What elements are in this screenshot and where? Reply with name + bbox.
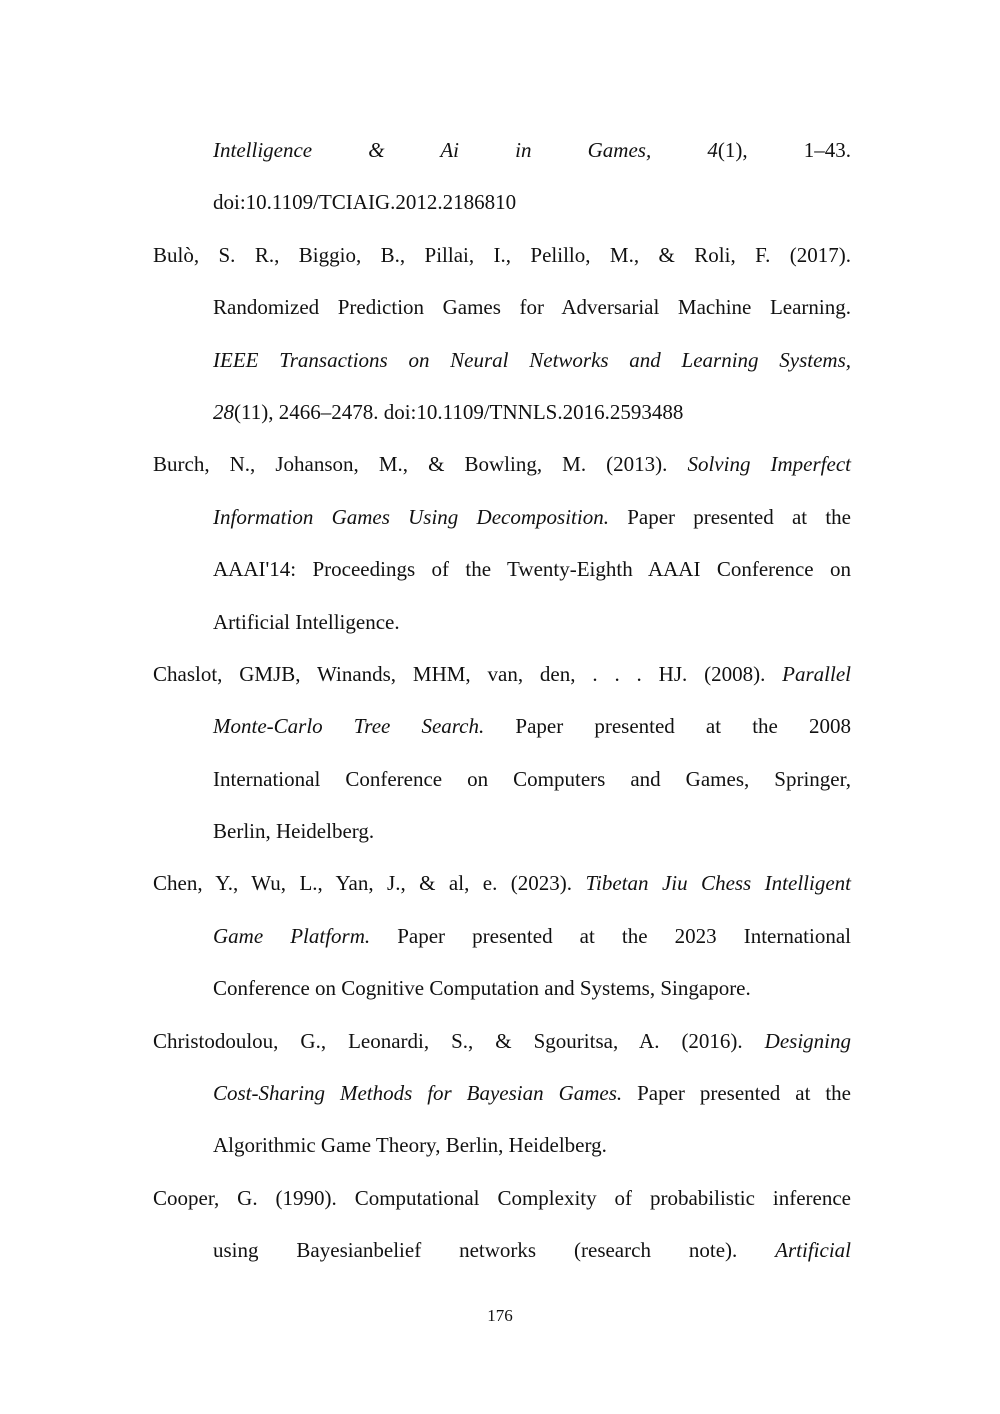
- reference-line: [153, 700, 851, 752]
- reference-line: [153, 805, 851, 857]
- reference-line: [153, 491, 851, 543]
- reference-line: [153, 176, 851, 228]
- reference-line: [153, 857, 851, 909]
- italic-text: Monte-Carlo Tree Search.: [213, 714, 485, 739]
- reference-line: [153, 1067, 851, 1119]
- text: doi:10.1109/TCIAIG.2012.2186810: [213, 190, 517, 215]
- text: (11), 2466–2478. doi:10.1109/TNNLS.2016.2593488: [234, 399, 684, 424]
- reference-line: [153, 596, 851, 648]
- italic-text: Tibetan Jiu Chess Intelligent: [585, 871, 851, 896]
- text: Algorithmic Game Theory, Berlin, Heidelberg.: [213, 1133, 607, 1158]
- text: Paper presented at the 2008: [484, 714, 851, 739]
- reference-line: [153, 124, 851, 176]
- reference-line: [153, 1224, 851, 1276]
- reference-line: [153, 281, 851, 333]
- text: Berlin, Heidelberg.: [213, 819, 375, 844]
- text: Burch, N., Johanson, M., & Bowling, M. (2013).: [153, 452, 688, 477]
- text: Cooper, G. (1990). Computational Complexity of probabilistic inference: [153, 1185, 851, 1210]
- reference-line: [153, 334, 851, 386]
- text: Randomized Prediction Games for Adversarial Machine Learning.: [213, 295, 851, 320]
- reference-entry: [153, 1015, 851, 1172]
- italic-text: IEEE Transactions on Neural Networks and Learning Systems,: [213, 347, 851, 372]
- reference-entry: [153, 229, 851, 439]
- italic-text: 28: [213, 399, 234, 424]
- text: Conference on Cognitive Computation and Systems, Singapore.: [213, 976, 751, 1001]
- reference-entry: [153, 438, 851, 648]
- page-number: 176: [487, 1306, 513, 1325]
- text: Christodoulou, G., Leonardi, S., & Sgouritsa, A. (2016).: [153, 1028, 765, 1053]
- text: Paper presented at the 2023 International: [370, 923, 851, 948]
- reference-line: [153, 438, 851, 490]
- italic-text: Information Games Using Decomposition.: [213, 504, 609, 529]
- italic-text: Game Platform.: [213, 923, 371, 948]
- text: AAAI'14: Proceedings of the Twenty-Eighth AAAI Conference on: [213, 557, 851, 582]
- text: using Bayesianbelief networks (research note).: [213, 1238, 776, 1263]
- text: Chen, Y., Wu, L., Yan, J., & al, e. (2023).: [153, 871, 586, 896]
- reference-line: [153, 1015, 851, 1067]
- text: (1), 1–43.: [717, 138, 851, 162]
- reference-line: [153, 543, 851, 595]
- text: Chaslot, GMJB, Winands, MHM, van, den, . . . HJ. (2008).: [153, 661, 783, 686]
- reference-line: [153, 910, 851, 962]
- reference-line: [153, 1119, 851, 1171]
- reference-line: [153, 648, 851, 700]
- text: Paper presented at the: [608, 504, 851, 529]
- italic-text: Intelligence & Ai in Games, 4: [213, 138, 718, 162]
- reference-line: [153, 386, 851, 438]
- reference-line: [153, 229, 851, 281]
- reference-list: [153, 124, 851, 1277]
- reference-entry: [153, 648, 851, 858]
- italic-text: Artificial: [775, 1238, 851, 1263]
- italic-text: Parallel: [782, 661, 851, 686]
- text: Paper presented at the: [622, 1081, 851, 1106]
- italic-text: Solving Imperfect: [687, 452, 851, 477]
- reference-entry: [153, 1172, 851, 1277]
- reference-line: [153, 962, 851, 1014]
- reference-line: [153, 1172, 851, 1224]
- reference-line: [153, 753, 851, 805]
- reference-entry: [153, 857, 851, 1014]
- text: Bulò, S. R., Biggio, B., Pillai, I., Pelillo, M., & Roli, F. (2017).: [153, 242, 851, 267]
- italic-text: Cost-Sharing Methods for Bayesian Games.: [213, 1081, 623, 1106]
- reference-entry: [153, 124, 851, 229]
- italic-text: Designing: [764, 1028, 851, 1053]
- text: Artificial Intelligence.: [213, 609, 400, 634]
- text: International Conference on Computers and Games, Springer,: [213, 766, 851, 791]
